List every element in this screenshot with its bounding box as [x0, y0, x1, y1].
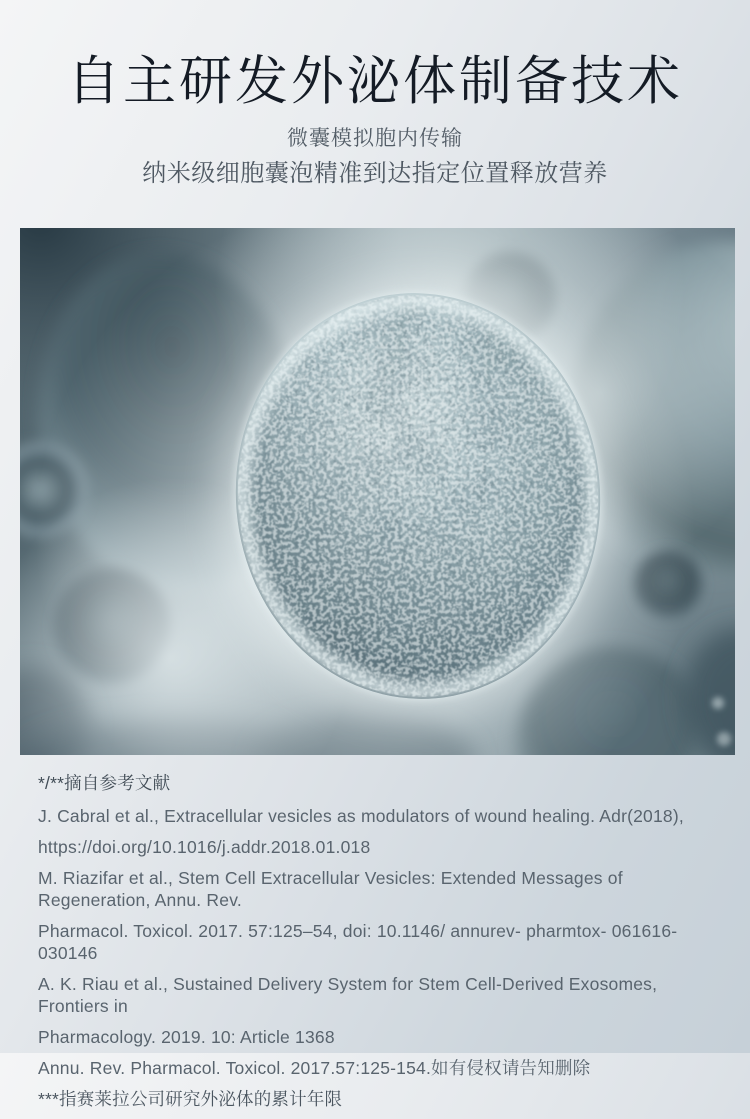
- hero-image: [20, 228, 735, 755]
- cells-render-svg: [20, 228, 735, 755]
- reference-line: M. Riazifar et al., Stem Cell Extracellular Vesicles: Extended Messages of Regeneration, Annu. Rev.: [38, 868, 623, 910]
- reference-line: A. K. Riau et al., Sustained Delivery System for Stem Cell-Derived Exosomes, Frontiers in: [38, 974, 658, 1016]
- reference-line: ***指赛莱拉公司研究外泌体的累计年限: [38, 1089, 343, 1109]
- page-title: 自主研发外泌体制备技术: [67, 52, 683, 111]
- reference-line: Pharmacology. 2019. 10: Article 1368: [38, 1027, 335, 1047]
- speck: [717, 732, 731, 746]
- speck: [712, 697, 724, 709]
- reference-line: */**摘自参考文献: [38, 773, 171, 793]
- subtitle-line-2: 纳米级细胞囊泡精准到达指定位置释放营养: [142, 160, 608, 187]
- subtitle-line-1: 微囊模拟胞内传输: [287, 127, 463, 150]
- reference-line: Pharmacol. Toxicol. 2017. 57:125–54, doi: 10.1146/ annurev- pharmtox- 061616-030146: [38, 921, 678, 963]
- reference-line: Annu. Rev. Pharmacol. Toxicol. 2017.57:125-154.如有侵权请告知删除: [38, 1058, 591, 1078]
- reference-line: J. Cabral et al., Extracellular vesicles as modulators of wound healing. Adr(2018),: [38, 806, 684, 826]
- references-block: [38, 772, 728, 1119]
- reference-line: https://doi.org/10.1016/j.addr.2018.01.018: [38, 837, 371, 857]
